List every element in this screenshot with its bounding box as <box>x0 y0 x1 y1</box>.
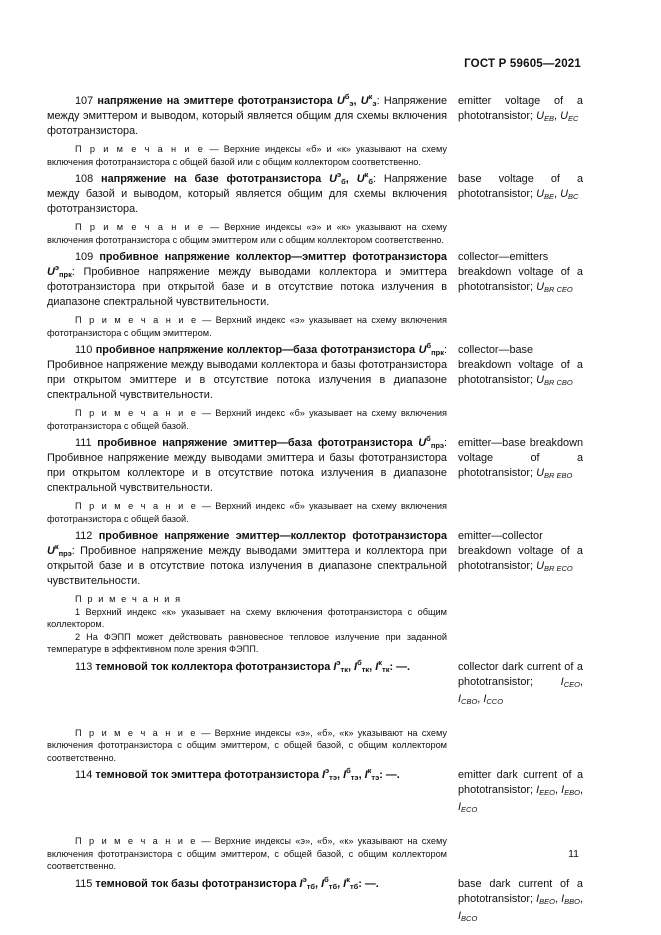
term-entry-109 <box>47 250 583 310</box>
note-108: П р и м е ч а н и е — Верхние индексы «э» и «к» указывают на схему включения фототранзистора с общим эмиттером или с общим коллектором соответственно. <box>47 222 447 245</box>
term-entry-111 <box>47 436 583 496</box>
term-ru-113: 113 темновой ток коллектора фототранзистора $I^э_{тк}$, $I^б_{тк}$, $I^к_{тк}$: —. <box>75 657 411 674</box>
term-en-107: emitter voltage of a phototransistor; $U_{EB}$, $U_{EC}$ <box>458 95 583 123</box>
term-en-110: collector—base breakdown voltage of a phototransistor; $U_{BR CBO}$ <box>458 344 583 387</box>
note-107: П р и м е ч а н и е — Верхние индексы «б» и «к» указывают на схему включения фототранзистора с общей базой или с общим коллектором соответственно. <box>47 144 447 167</box>
term-en-111: emitter—base breakdown voltage of a phototransistor; $U_{BR EBO}$ <box>458 437 583 480</box>
note-114: П р и м е ч а н и е — Верхние индексы «э», «б», «к» указывают на схему включения фототранзистора с общим эмиттером, с общей базой, с общим коллектором соответственно. <box>47 836 447 871</box>
term-entry-107 <box>47 94 583 139</box>
term-ru-107: 107 напряжение на эмиттере фототранзистора $U^б_э$, $U^к_э$: Напряжение между эмиттером и выводом, который является общим для схемы включения фототранзистора. <box>47 92 447 137</box>
term-ru-114: 114 темновой ток эмиттера фототранзистора $I^э_{тэ}$, $I^б_{тэ}$, $I^к_{тэ}$: —. <box>75 766 400 782</box>
document-header: ГОСТ Р 59605—2021 <box>464 58 581 70</box>
term-en-114: emitter dark current of a phototransistor; $I_{EEO}$, $I_{EBO}$, $I_{ECO}$ <box>458 769 583 814</box>
terms-content <box>47 94 583 930</box>
note-112-2: 2 На ФЭПП может действовать равновесное тепловое излучение при заданной температуре в эффективном поле зрения ФЭПП. <box>47 631 447 654</box>
term-en-112: emitter—collector breakdown voltage of a phototransistor; $U_{BR ECO}$ <box>458 530 583 573</box>
term-ru-115: 115 темновой ток базы фототранзистора $I^э_{тб}$, $I^б_{тб}$, $I^к_{тб}$: —. <box>75 874 379 891</box>
term-ru-111: 111 пробивное напряжение эмиттер—база фототранзистора $U^б_{прэ}$: Пробивное напряжение между выводами эмиттера и базы фототранзистора при открытом коллекторе и в отсутствие потока излучения в диапазоне спектральной чувствительности. <box>47 434 447 494</box>
term-entry-115 <box>47 874 583 926</box>
term-ru-109: 109 пробивное напряжение коллектор—эмиттер фототранзистора $U^э_{прк}$: Пробивное напряжение между выводами коллектора и эмиттера фототранзистора при открытой базе и в отсутствие потока излучения в диапазоне спектральной чувствительности. <box>47 251 447 308</box>
term-ru-112: 112 пробивное напряжение эмиттер—коллектор фототранзистора $U^к_{прэ}$: Пробивное напряжение между выводами эмиттера и коллектора при открытой базе и в отсутствие потока излучения в диапазоне спектральной чувствительности. <box>47 530 447 587</box>
term-entry-112 <box>47 529 583 589</box>
term-entry-110 <box>47 343 583 403</box>
term-en-115: base dark current of a phototransistor; $I_{BEO}$, $I_{BBO}$, $I_{BCO}$ <box>458 877 583 923</box>
term-entry-113 <box>47 657 583 709</box>
note-109: П р и м е ч а н и е — Верхний индекс «э» указывает на схему включения фототранзистора с общим эмиттером. <box>47 315 447 338</box>
term-en-113: collector dark current of a phototransistor; $I_{CEO}$, $I_{CBO}$, $I_{CCO}$ <box>458 660 583 706</box>
term-ru-108: 108 напряжение на базе фототранзистора $U^э_б$, $U^к_б$: Напряжение между базой и выводом, который является общим для схемы включения фототранзистора. <box>47 170 448 215</box>
note-112-1: 1 Верхний индекс «к» указывает на схему включения фототранзистора с общим коллектором. <box>47 606 447 629</box>
note-113: П р и м е ч а н и е — Верхние индексы «э», «б», «к» указывают на схему включения фототранзистора с общим эмиттером, с общей базой, с общим коллектором соответственно. <box>47 727 447 763</box>
term-entry-114 <box>47 768 583 817</box>
page-number: 11 <box>568 848 579 860</box>
notes-112 <box>47 593 447 656</box>
term-entry-108 <box>47 172 583 217</box>
notes-label: П р и м е ч а н и я <box>75 594 182 604</box>
note-110: П р и м е ч а н и е — Верхний индекс «б» указывает на схему включения фототранзистора с общей базой. <box>47 408 448 431</box>
term-en-109: collector—emitters breakdown voltage of a phototransistor; $U_{BR CEO}$ <box>458 251 583 294</box>
term-en-108: base voltage of a phototransistor; $U_{BE}$, $U_{BC}$ <box>458 173 583 201</box>
term-ru-110: 110 пробивное напряжение коллектор—база фототранзистора $U^б_{прк}$: Пробивное напряжение между выводами коллектора и базы фототранзистора при открытом эмиттере и в отсутствие потока излучения в диапазоне спектральной чувствительности. <box>47 341 448 401</box>
note-111: П р и м е ч а н и е — Верхний индекс «б» указывает на схему включения фототранзистора с общей базой. <box>47 501 448 524</box>
